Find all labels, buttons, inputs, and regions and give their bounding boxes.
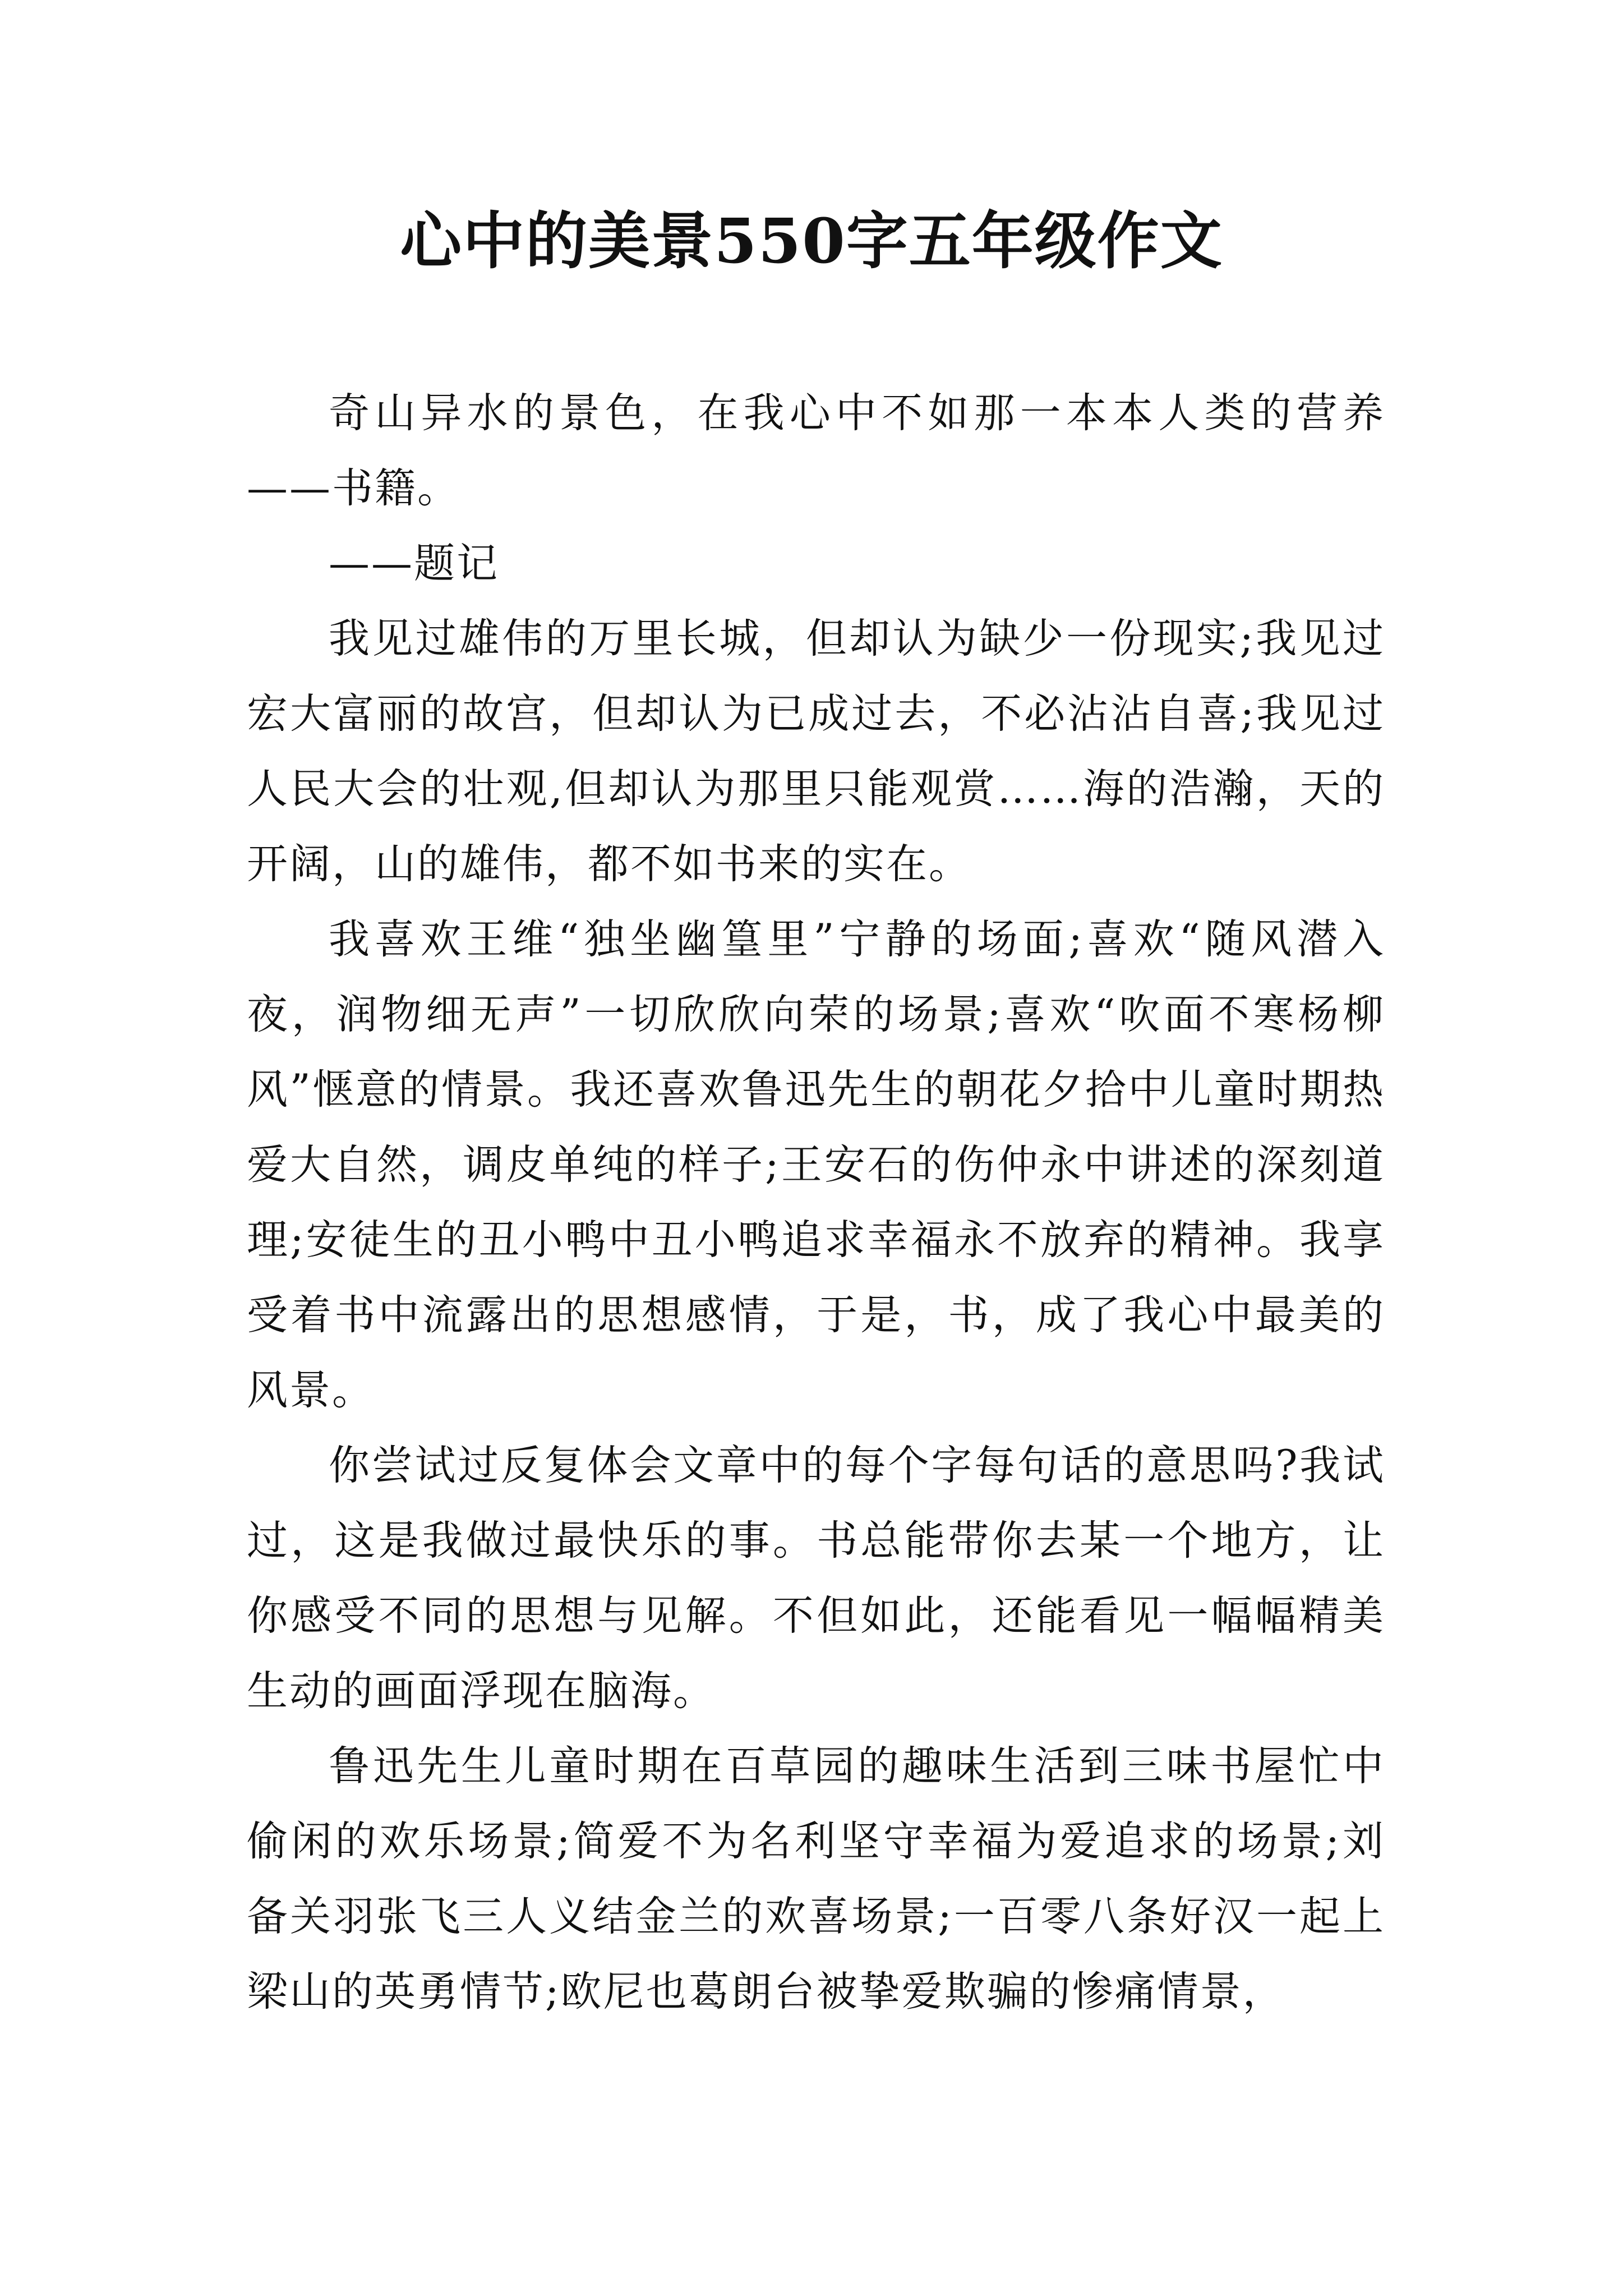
paragraph-3: 你尝试过反复体会文章中的每个字每句话的意思吗?我试过，这是我做过最快乐的事。书总能带你去某一个地方，让你感受不同的思想与见解。不但如此，还能看见一幅幅精美生动的画面浮现在脑海。 [247, 1442, 1385, 1715]
paragraph-4: 鲁迅先生儿童时期在百草园的趣味生活到三味书屋忙中偷闲的欢乐场景;简爱不为名利坚守幸福为爱追求的场景;刘备关羽张飞三人义结金兰的欢喜场景;一百零八条好汉一起上梁山的英勇情节;欧尼也葛朗台被挚爱欺骗的惨痛情景， [247, 1742, 1385, 2016]
page-title: 心中的美景550字五年级作文 [400, 205, 1223, 277]
paragraph-2: 我喜欢王维“独坐幽篁里”宁静的场面;喜欢“随风潜入夜，润物细无声”一切欣欣向荣的场景;喜欢“吹面不寒杨柳风”惬意的情景。我还喜欢鲁迅先生的朝花夕拾中儿童时期热爱大自然，调皮单纯的样子;王安石的伤仲永中讲述的深刻道理;安徒生的丑小鸭中丑小鸭追求幸福永不放弃的精神。我享受着书中流露出的思想感情，于是，书，成了我心中最美的风景。 [247, 915, 1385, 1414]
paragraph-epigraph-attribution: ——题记 [329, 540, 499, 587]
paragraph-1: 我见过雄伟的万里长城，但却认为缺少一份现实;我见过宏大富丽的故宫，但却认为已成过去，不必沾沾自喜;我见过人民大会的壮观,但却认为那里只能观赏……海的浩瀚，天的开阔，山的雄伟，都不如书来的实在。 [247, 615, 1385, 888]
paragraph-intro: 奇山异水的景色，在我心中不如那一本本人类的营养——书籍。 [247, 389, 1385, 512]
article-body [247, 376, 1385, 2030]
